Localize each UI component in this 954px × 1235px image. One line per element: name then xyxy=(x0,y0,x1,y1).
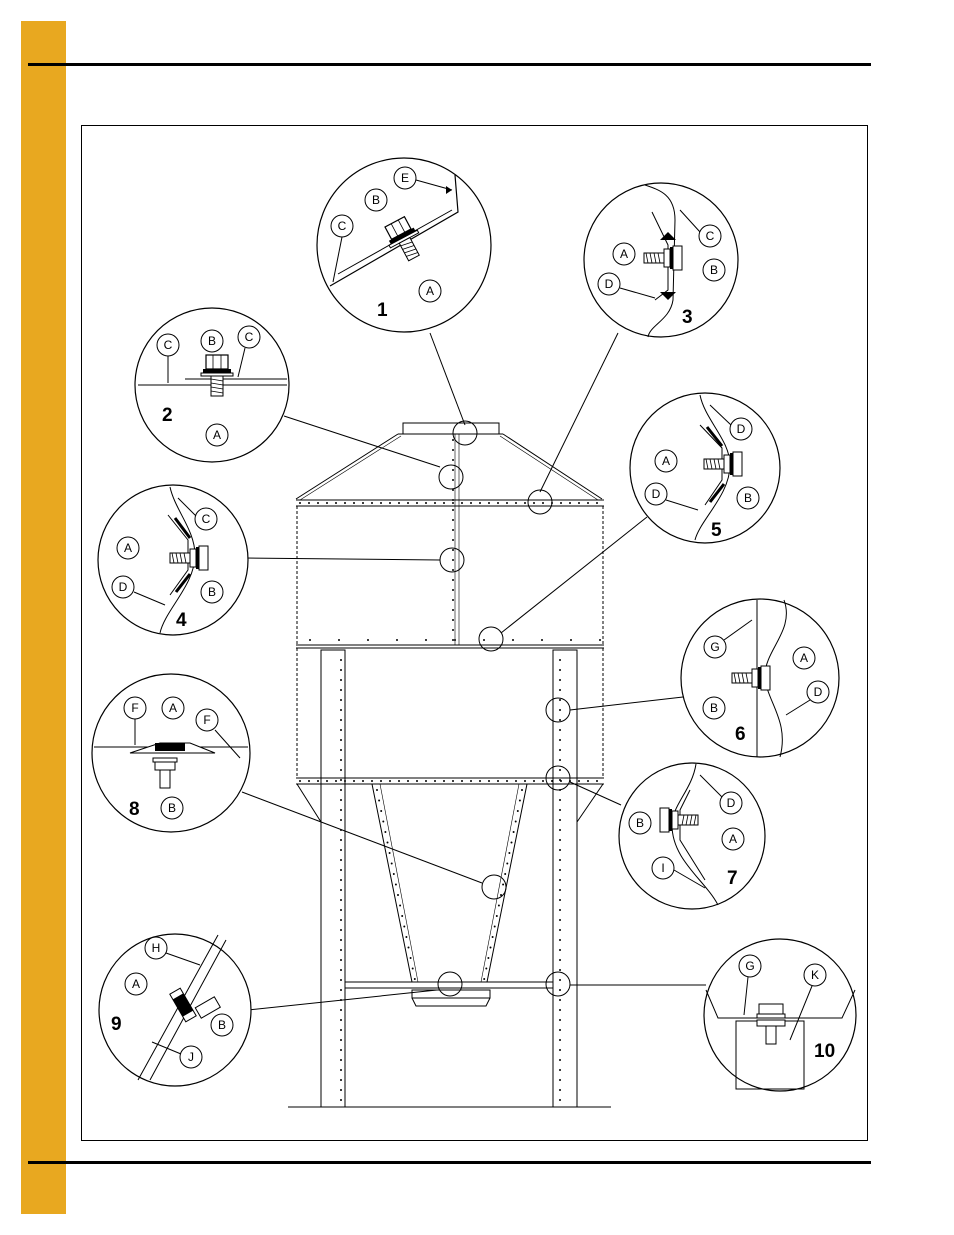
detail-10-label-k: K xyxy=(810,968,820,982)
rivet-dots xyxy=(299,439,601,1101)
detail-5-number: 5 xyxy=(711,520,722,541)
detail-9-label-b: B xyxy=(217,1018,227,1032)
detail-8-number: 8 xyxy=(129,799,140,820)
detail-10 xyxy=(704,939,856,1091)
detail-3-label-b: B xyxy=(709,263,719,277)
detail-9-label-j: J xyxy=(188,1050,194,1064)
leader-lines xyxy=(242,333,706,1010)
detail-3-label-c: C xyxy=(705,229,715,243)
detail-1-label-a: A xyxy=(425,284,435,298)
detail-5-label-a: A xyxy=(661,454,671,468)
detail-2-number: 2 xyxy=(162,405,173,426)
detail-6-label-a: A xyxy=(799,651,809,665)
detail-9 xyxy=(99,934,251,1086)
detail-3-label-d: D xyxy=(604,277,614,291)
detail-7-label-d: D xyxy=(726,796,736,810)
detail-10-number: 10 xyxy=(814,1041,836,1062)
detail-8-label-b: B xyxy=(167,801,177,815)
detail-6-number: 6 xyxy=(735,724,746,745)
detail-4-label-a: A xyxy=(123,541,133,555)
detail-10-label-g: G xyxy=(745,959,755,973)
detail-2-label-c1: C xyxy=(163,338,173,352)
detail-5-label-b: B xyxy=(743,491,753,505)
leg-right xyxy=(553,650,577,1107)
detail-2-label-b: B xyxy=(207,334,217,348)
detail-8-label-f1: F xyxy=(131,701,139,715)
bin-elevation xyxy=(288,423,611,1107)
detail-6-label-g: G xyxy=(710,640,720,654)
detail-8-label-f2: F xyxy=(203,713,211,727)
detail-1-label-c: C xyxy=(337,219,347,233)
detail-4-label-d: D xyxy=(118,580,128,594)
detail-8-label-a: A xyxy=(168,701,178,715)
leg-left xyxy=(321,650,345,1107)
detail-1 xyxy=(317,158,491,332)
detail-7-label-b: B xyxy=(635,816,645,830)
upper-sidewall xyxy=(297,506,603,645)
detail-3 xyxy=(584,183,738,337)
detail-7 xyxy=(619,763,765,909)
detail-1-label-b: B xyxy=(371,193,381,207)
detail-9-label-a: A xyxy=(131,977,141,991)
detail-9-number: 9 xyxy=(111,1014,122,1035)
detail-4 xyxy=(98,485,248,635)
detail-4-label-c: C xyxy=(201,512,211,526)
detail-5 xyxy=(630,393,780,543)
detail-7-number: 7 xyxy=(727,868,738,889)
target-circles xyxy=(438,421,570,996)
detail-7-label-a: A xyxy=(728,832,738,846)
detail-2 xyxy=(135,308,289,462)
detail-3-number: 3 xyxy=(682,307,693,328)
detail-1-number: 1 xyxy=(377,300,388,321)
detail-9-label-h: H xyxy=(151,941,161,955)
detail-1-label-e: E xyxy=(400,171,410,185)
detail-7-label-i: I xyxy=(661,861,665,875)
detail-4-label-b: B xyxy=(207,585,217,599)
detail-4-number: 4 xyxy=(176,610,187,631)
top-collar xyxy=(403,423,499,434)
detail-2-label-c2: C xyxy=(244,330,254,344)
lower-sidewall xyxy=(297,648,603,778)
detail-2-label-a: A xyxy=(212,428,222,442)
detail-5-label-d2: D xyxy=(651,487,661,501)
detail-8 xyxy=(92,674,250,832)
detail-6-label-b: B xyxy=(709,701,719,715)
detail-3-label-a: A xyxy=(619,247,629,261)
detail-6 xyxy=(681,599,839,757)
detail-5-label-d1: D xyxy=(736,422,746,436)
detail-6-label-d: D xyxy=(813,685,823,699)
